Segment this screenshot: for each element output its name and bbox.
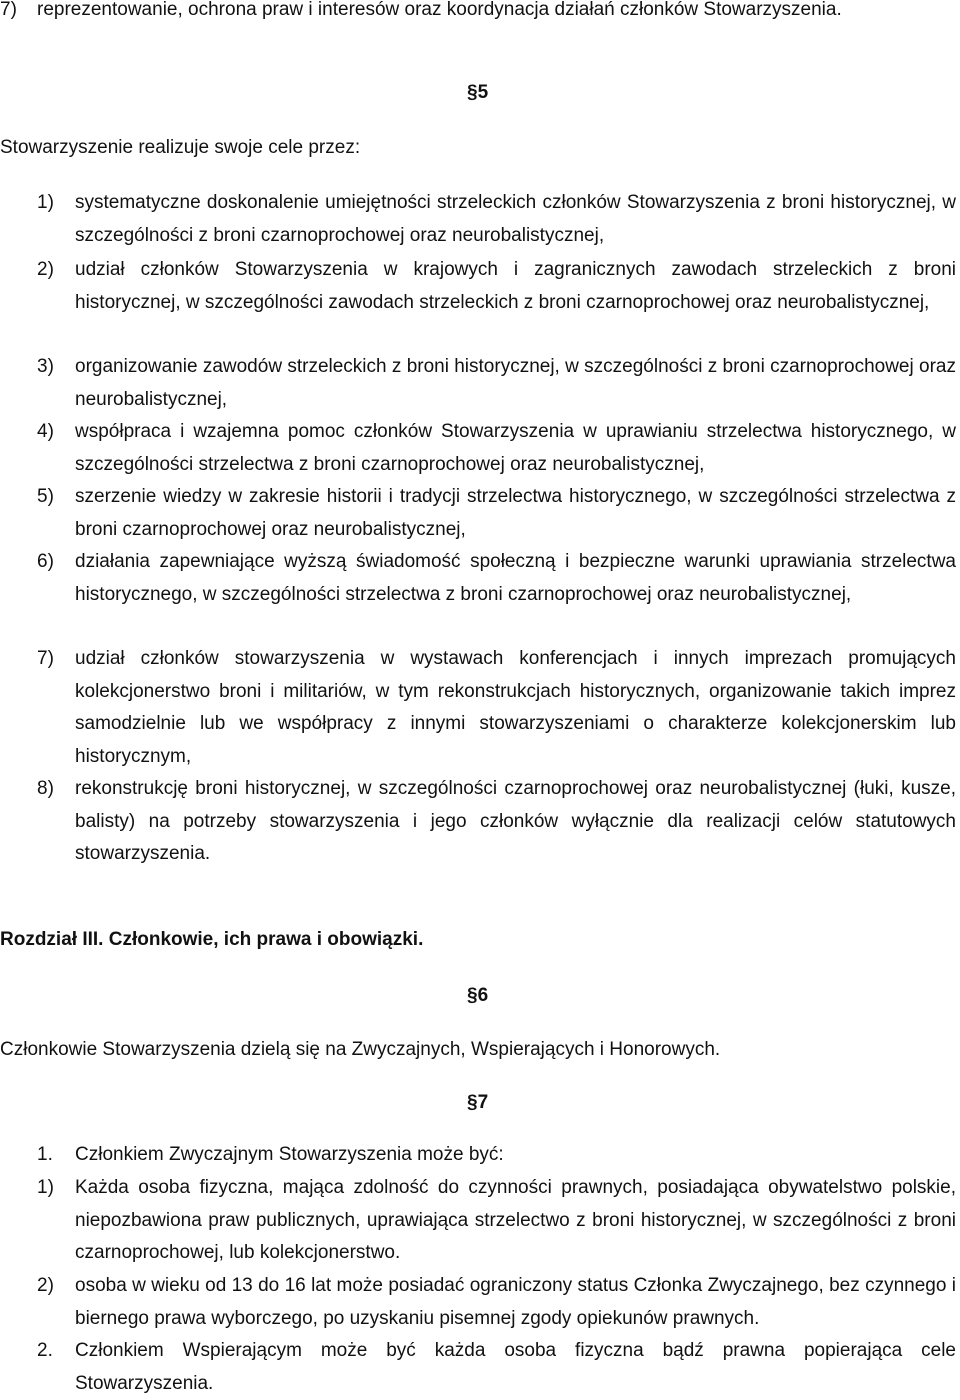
point-text: Członkiem Zwyczajnym Stowarzyszenia może być: (75, 1144, 504, 1165)
list-item (0, 773, 956, 871)
point-number: 1. (37, 1144, 53, 1165)
item-text: systematyczne doskonalenie umiejętności strzeleckich członków Stowarzyszenia z broni historycznej, w szczególności z broni czarnoprochowej oraz neurobalistycznej, (75, 192, 956, 246)
item-number: 2) (37, 1275, 54, 1296)
item-number: 5) (37, 486, 54, 507)
point-number: 2. (37, 1340, 53, 1361)
item-number: 6) (37, 551, 54, 572)
numbered-point (0, 1139, 956, 1172)
item-text: współpraca i wzajemna pomoc członków Stowarzyszenia w uprawianiu strzelectwa historycznego, w szczególności strzelectwa z broni czarnoprochowej oraz neurobalistycznej, (75, 421, 956, 475)
list-item (0, 481, 956, 546)
item-text: udział członków Stowarzyszenia w krajowych i zagranicznych zawodach strzeleckich z broni historycznej, w szczególności zawodach strzeleckich z broni czarnoprochowej oraz neurobalistycznej, (75, 259, 956, 313)
list-item (0, 254, 956, 319)
list-item (0, 1270, 956, 1335)
item-number: 1) (37, 1177, 54, 1198)
chapter-title: Rozdział III. Członkowie, ich prawa i obowiązki. (0, 929, 424, 950)
item-text: udział członków stowarzyszenia w wystawach konferencjach i innych imprezach promujących kolekcjonerstwo broni i militariów, w tym rekonstrukcjach historycznych, organizowanie takich imprez samodzielnie lub we współpracy z innymi stowarzyszeniami o charakterze kolekcjonerskim lub historycznym, (75, 648, 956, 767)
list-item (0, 416, 956, 481)
list-item (0, 351, 956, 416)
numbered-point (0, 1335, 956, 1400)
item-text-content: reprezentowanie, ochrona praw i interesów oraz koordynacja działań członków Stowarzyszenia. (37, 0, 842, 20)
item-number: 3) (37, 356, 54, 377)
item-text: rekonstrukcję broni historycznej, w szczególności czarnoprochowej oraz neurobalistycznej (łuki, kusze, balisty) na potrzeby stowarzyszenia i jego członków wyłącznie dla realizacji celów statutowych stowarzyszenia. (75, 778, 956, 865)
item-number: 8) (37, 778, 54, 799)
item-text: Każda osoba fizyczna, mająca zdolność do czynności prawnych, posiadająca obywatelstwo polskie, niepozbawiona praw publicznych, uprawiająca strzelectwo z broni historycznej, w szczególności z broni czarnoprochowej, lub kolekcjonerstwo. (75, 1177, 956, 1264)
list-item (0, 0, 956, 27)
item-number: 1) (37, 192, 54, 213)
section-text: Członkowie Stowarzyszenia dzielą się na Zwyczajnych, Wspierających i Honorowych. (0, 1039, 721, 1060)
point-text: Członkiem Wspierającym może być każda osoba fizyczna bądź prawna popierająca cele Stowarzyszenia. (75, 1340, 956, 1394)
item-number: 4) (37, 421, 54, 442)
list-item (0, 187, 956, 252)
item-text (0, 0, 956, 27)
section-heading-7: §7 (467, 1092, 489, 1113)
section-heading-6: §6 (467, 985, 489, 1006)
list-item (0, 643, 956, 773)
item-text: szerzenie wiedzy w zakresie historii i tradycji strzelectwa historycznego, w szczególności strzelectwa z broni czarnoprochowej oraz neurobalistycznej, (75, 486, 956, 540)
item-number: 7) (0, 0, 17, 20)
section-intro: Stowarzyszenie realizuje swoje cele przez: (0, 137, 361, 158)
section-heading-5: §5 (467, 82, 489, 103)
item-number: 7) (37, 648, 54, 669)
item-number: 2) (37, 259, 54, 280)
list-item (0, 1172, 956, 1270)
item-text: organizowanie zawodów strzeleckich z broni historycznej, w szczególności z broni czarnoprochowej oraz neurobalistycznej, (75, 356, 956, 410)
item-text: działania zapewniające wyższą świadomość społeczną i bezpieczne warunki uprawiania strzelectwa historycznego, w szczególności strzelectwa z broni czarnoprochowej oraz neurobalistycznej, (75, 551, 956, 605)
list-item (0, 546, 956, 611)
item-text: osoba w wieku od 13 do 16 lat może posiadać ograniczony status Członka Zwyczajnego, bez czynnego i biernego prawa wyborczego, po uzyskaniu pisemnej zgody opiekunów prawnych. (75, 1275, 956, 1329)
